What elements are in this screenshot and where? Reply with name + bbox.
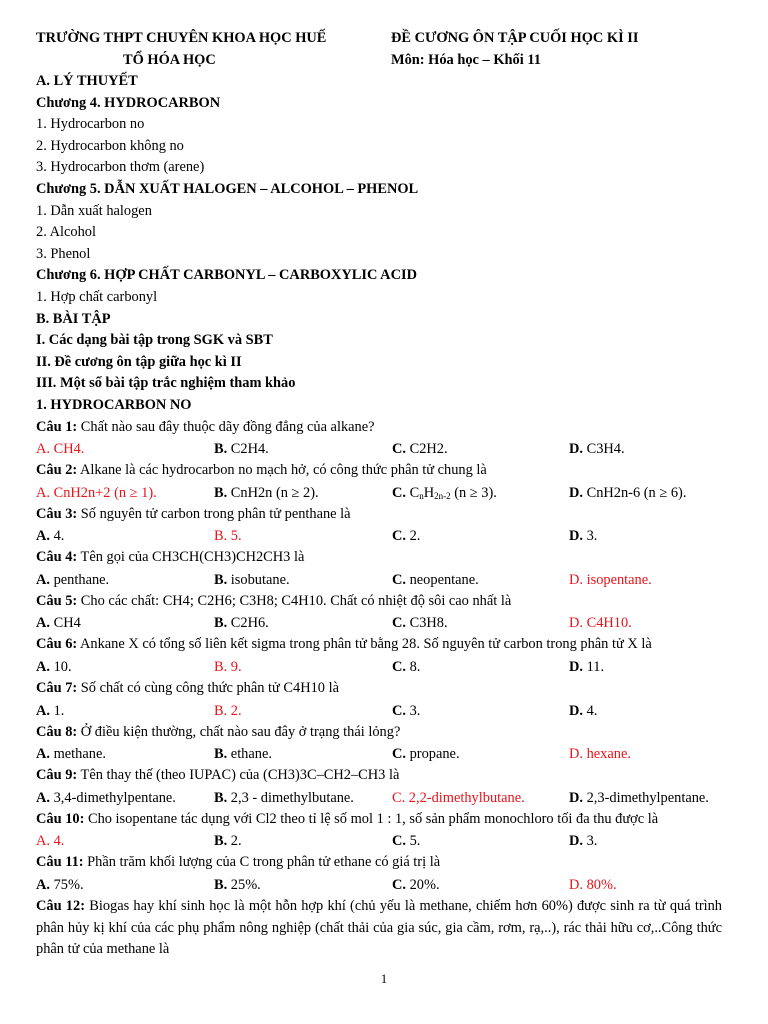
answer-options <box>36 656 722 678</box>
option-a-correct: A. 4. <box>36 833 65 850</box>
option-d: D. 4. <box>569 702 598 719</box>
question-label: Câu 4: <box>36 549 78 566</box>
answer-options <box>36 569 722 591</box>
chapter-4-item: 2. Hydrocarbon không no <box>36 137 184 154</box>
question-stem <box>36 591 722 613</box>
option-a-correct: A. CH4. <box>36 441 85 458</box>
option-c: C. neopentane. <box>392 571 479 588</box>
question-label: Câu 1: <box>36 418 78 435</box>
question-label: Câu 11: <box>36 854 84 871</box>
option-b: B. CnH2n (n ≥ 2). <box>214 484 319 501</box>
option-b: B. isobutane. <box>214 571 290 588</box>
option-c: C. 20%. <box>392 877 440 894</box>
header-right <box>391 27 638 71</box>
answer-options <box>36 438 722 460</box>
option-b: B. 25%. <box>214 877 261 894</box>
document-header <box>36 27 722 71</box>
exercise-subsection: III. Một số bài tập trắc nghiệm tham khảo <box>36 375 296 392</box>
chapter-4-item: 1. Hydrocarbon no <box>36 116 145 133</box>
chapter-5-item: 2. Alcohol <box>36 224 96 241</box>
option-d-correct: D. isopentane. <box>569 571 652 588</box>
question-label: Câu 9: <box>36 767 78 784</box>
question-label: Câu 8: <box>36 723 78 740</box>
department-name: TỔ HÓA HỌC <box>123 52 216 68</box>
chapter-5-item: 3. Phenol <box>36 245 91 262</box>
question-stem <box>36 417 722 439</box>
question-stem <box>36 504 722 526</box>
option-c: C. $C_nH_{2n-2}$ (n ≥ 3). <box>392 484 497 501</box>
question-label: Câu 6: <box>36 636 78 653</box>
option-d: D. CnH2n-6 (n ≥ 6). <box>569 484 687 501</box>
question-stem <box>36 460 722 482</box>
subject-line: Môn: Hóa học – Khối 11 <box>391 52 541 68</box>
answer-options <box>36 743 722 765</box>
option-c: C. 8. <box>392 659 421 676</box>
page-number: 1 <box>380 972 388 986</box>
option-b: B. ethane. <box>214 746 272 763</box>
option-a: A. 4. <box>36 528 65 545</box>
option-b: B. 2. <box>214 833 242 850</box>
question-label: Câu 12: <box>36 898 85 915</box>
question-stem <box>36 852 722 874</box>
question-label: Câu 2: <box>36 462 78 479</box>
chapter-6-item: 1. Hợp chất carbonyl <box>36 288 158 305</box>
school-name: TRƯỜNG THPT CHUYÊN KHOA HỌC HUẾ <box>36 30 327 46</box>
exercise-subsection: II. Đề cương ôn tập giữa học kì II <box>36 353 242 370</box>
question-text: Biogas hay khí sinh học là một hỗn hợp khí (chủ yếu là methane, chiếm hơn 60%) được sinh ra từ quá trình phân hủy kị khí của các phụ phẩm nông nghiệp (chất thải của gia súc, gia cầm, rơm, rạ,..), rác thải hữu cơ,..Công thức phân tử của methane là <box>36 898 722 958</box>
option-b-correct: B. 9. <box>214 659 242 676</box>
question-text: Cho các chất: CH4; C2H6; C3H8; C4H10. Chất có nhiệt độ sôi cao nhất là <box>77 592 512 609</box>
option-d: D. 3. <box>569 528 598 545</box>
option-d-correct: D. C4H10. <box>569 615 632 632</box>
question-text: Alkane là các hydrocarbon no mạch hở, có công thức phân tử chung là <box>77 462 487 479</box>
answer-options <box>36 482 722 504</box>
option-d: D. 11. <box>569 659 605 676</box>
question-stem <box>36 765 722 787</box>
option-a: A. 75%. <box>36 877 84 894</box>
option-d-correct: D. 80%. <box>569 877 617 894</box>
chapter-4-heading: Chương 4. HYDROCARBON <box>36 94 221 111</box>
question-label: Câu 7: <box>36 680 78 697</box>
question-stem <box>36 634 722 656</box>
option-c: C. 5. <box>392 833 421 850</box>
question-stem <box>36 809 722 831</box>
question-stem <box>36 896 722 961</box>
option-c: C. 2. <box>392 528 421 545</box>
chapter-4-item: 3. Hydrocarbon thơm (arene) <box>36 159 205 176</box>
header-left <box>36 27 391 71</box>
chapter-5-heading: Chương 5. DẪN XUẤT HALOGEN – ALCOHOL – PHENOL <box>36 180 419 197</box>
question-stem <box>36 678 722 700</box>
option-c: C. C2H2. <box>392 441 448 458</box>
option-d: D. 3. <box>569 833 598 850</box>
option-a: A. penthane. <box>36 571 110 588</box>
question-text: Tên thay thế (theo IUPAC) của (CH3)3C–CH2–CH3 là <box>77 767 400 784</box>
chapter-6-heading: Chương 6. HỢP CHẤT CARBONYL – CARBOXYLIC ACID <box>36 267 417 284</box>
option-a: A. CH4 <box>36 615 81 632</box>
question-text: Tên gọi của CH3CH(CH3)CH2CH3 là <box>77 549 305 566</box>
option-d-correct: D. hexane. <box>569 746 631 763</box>
question-text: Ở điều kiện thường, chất nào sau đây ở trạng thái lỏng? <box>77 723 401 740</box>
question-text: Chất nào sau đây thuộc dãy đồng đẳng của alkane? <box>77 418 375 435</box>
option-b: B. C2H4. <box>214 441 269 458</box>
answer-options <box>36 787 722 809</box>
section-theory-heading: A. LÝ THUYẾT <box>36 73 138 89</box>
option-c-correct: C. 2,2-dimethylbutane. <box>392 789 525 806</box>
document-title: ĐỀ CƯƠNG ÔN TẬP CUỐI HỌC KÌ II <box>391 30 639 46</box>
option-a-correct: A. CnH2n+2 (n ≥ 1). <box>36 484 157 501</box>
option-d: D. C3H4. <box>569 441 625 458</box>
option-a: A. 1. <box>36 702 65 719</box>
question-stem <box>36 547 722 569</box>
question-text: Số chất có cùng công thức phân tử C4H10 là <box>77 680 339 697</box>
option-d: D. 2,3-dimethylpentane. <box>569 789 709 806</box>
option-b: B. C2H6. <box>214 615 269 632</box>
section-exercises-heading: B. BÀI TẬP <box>36 310 111 327</box>
answer-options <box>36 700 722 722</box>
option-c: C. propane. <box>392 746 460 763</box>
question-stem <box>36 722 722 744</box>
option-a: A. 10. <box>36 659 72 676</box>
answer-options <box>36 525 722 547</box>
exercise-subsection: I. Các dạng bài tập trong SGK và SBT <box>36 332 273 349</box>
topic-heading: 1. HYDROCARBON NO <box>36 396 192 413</box>
question-text: Số nguyên tử carbon trong phân tử penthane là <box>77 505 351 522</box>
question-text: Cho isopentane tác dụng với Cl2 theo tỉ lệ số mol 1 : 1, số sản phẩm monochloro tối đa thu được là <box>84 810 659 827</box>
question-text: Ankane X có tổng số liên kết sigma trong phân tử bằng 28. Số nguyên tử carbon trong phân tử X là <box>77 636 652 653</box>
document-content <box>36 27 722 961</box>
answer-options <box>36 874 722 896</box>
option-b-correct: B. 2. <box>214 702 242 719</box>
option-b-correct: B. 5. <box>214 528 242 545</box>
option-c: C. 3. <box>392 702 421 719</box>
answer-options <box>36 612 722 634</box>
option-a: A. methane. <box>36 746 106 763</box>
chapter-5-item: 1. Dẫn xuất halogen <box>36 202 152 219</box>
question-label: Câu 10: <box>36 810 85 827</box>
option-a: A. 3,4-dimethylpentane. <box>36 789 176 806</box>
answer-options <box>36 830 722 852</box>
option-b: B. 2,3 - dimethylbutane. <box>214 789 354 806</box>
question-label: Câu 3: <box>36 505 78 522</box>
question-label: Câu 5: <box>36 592 78 609</box>
option-c: C. C3H8. <box>392 615 448 632</box>
question-text: Phần trăm khối lượng của C trong phân tử ethane có giá trị là <box>83 854 441 871</box>
